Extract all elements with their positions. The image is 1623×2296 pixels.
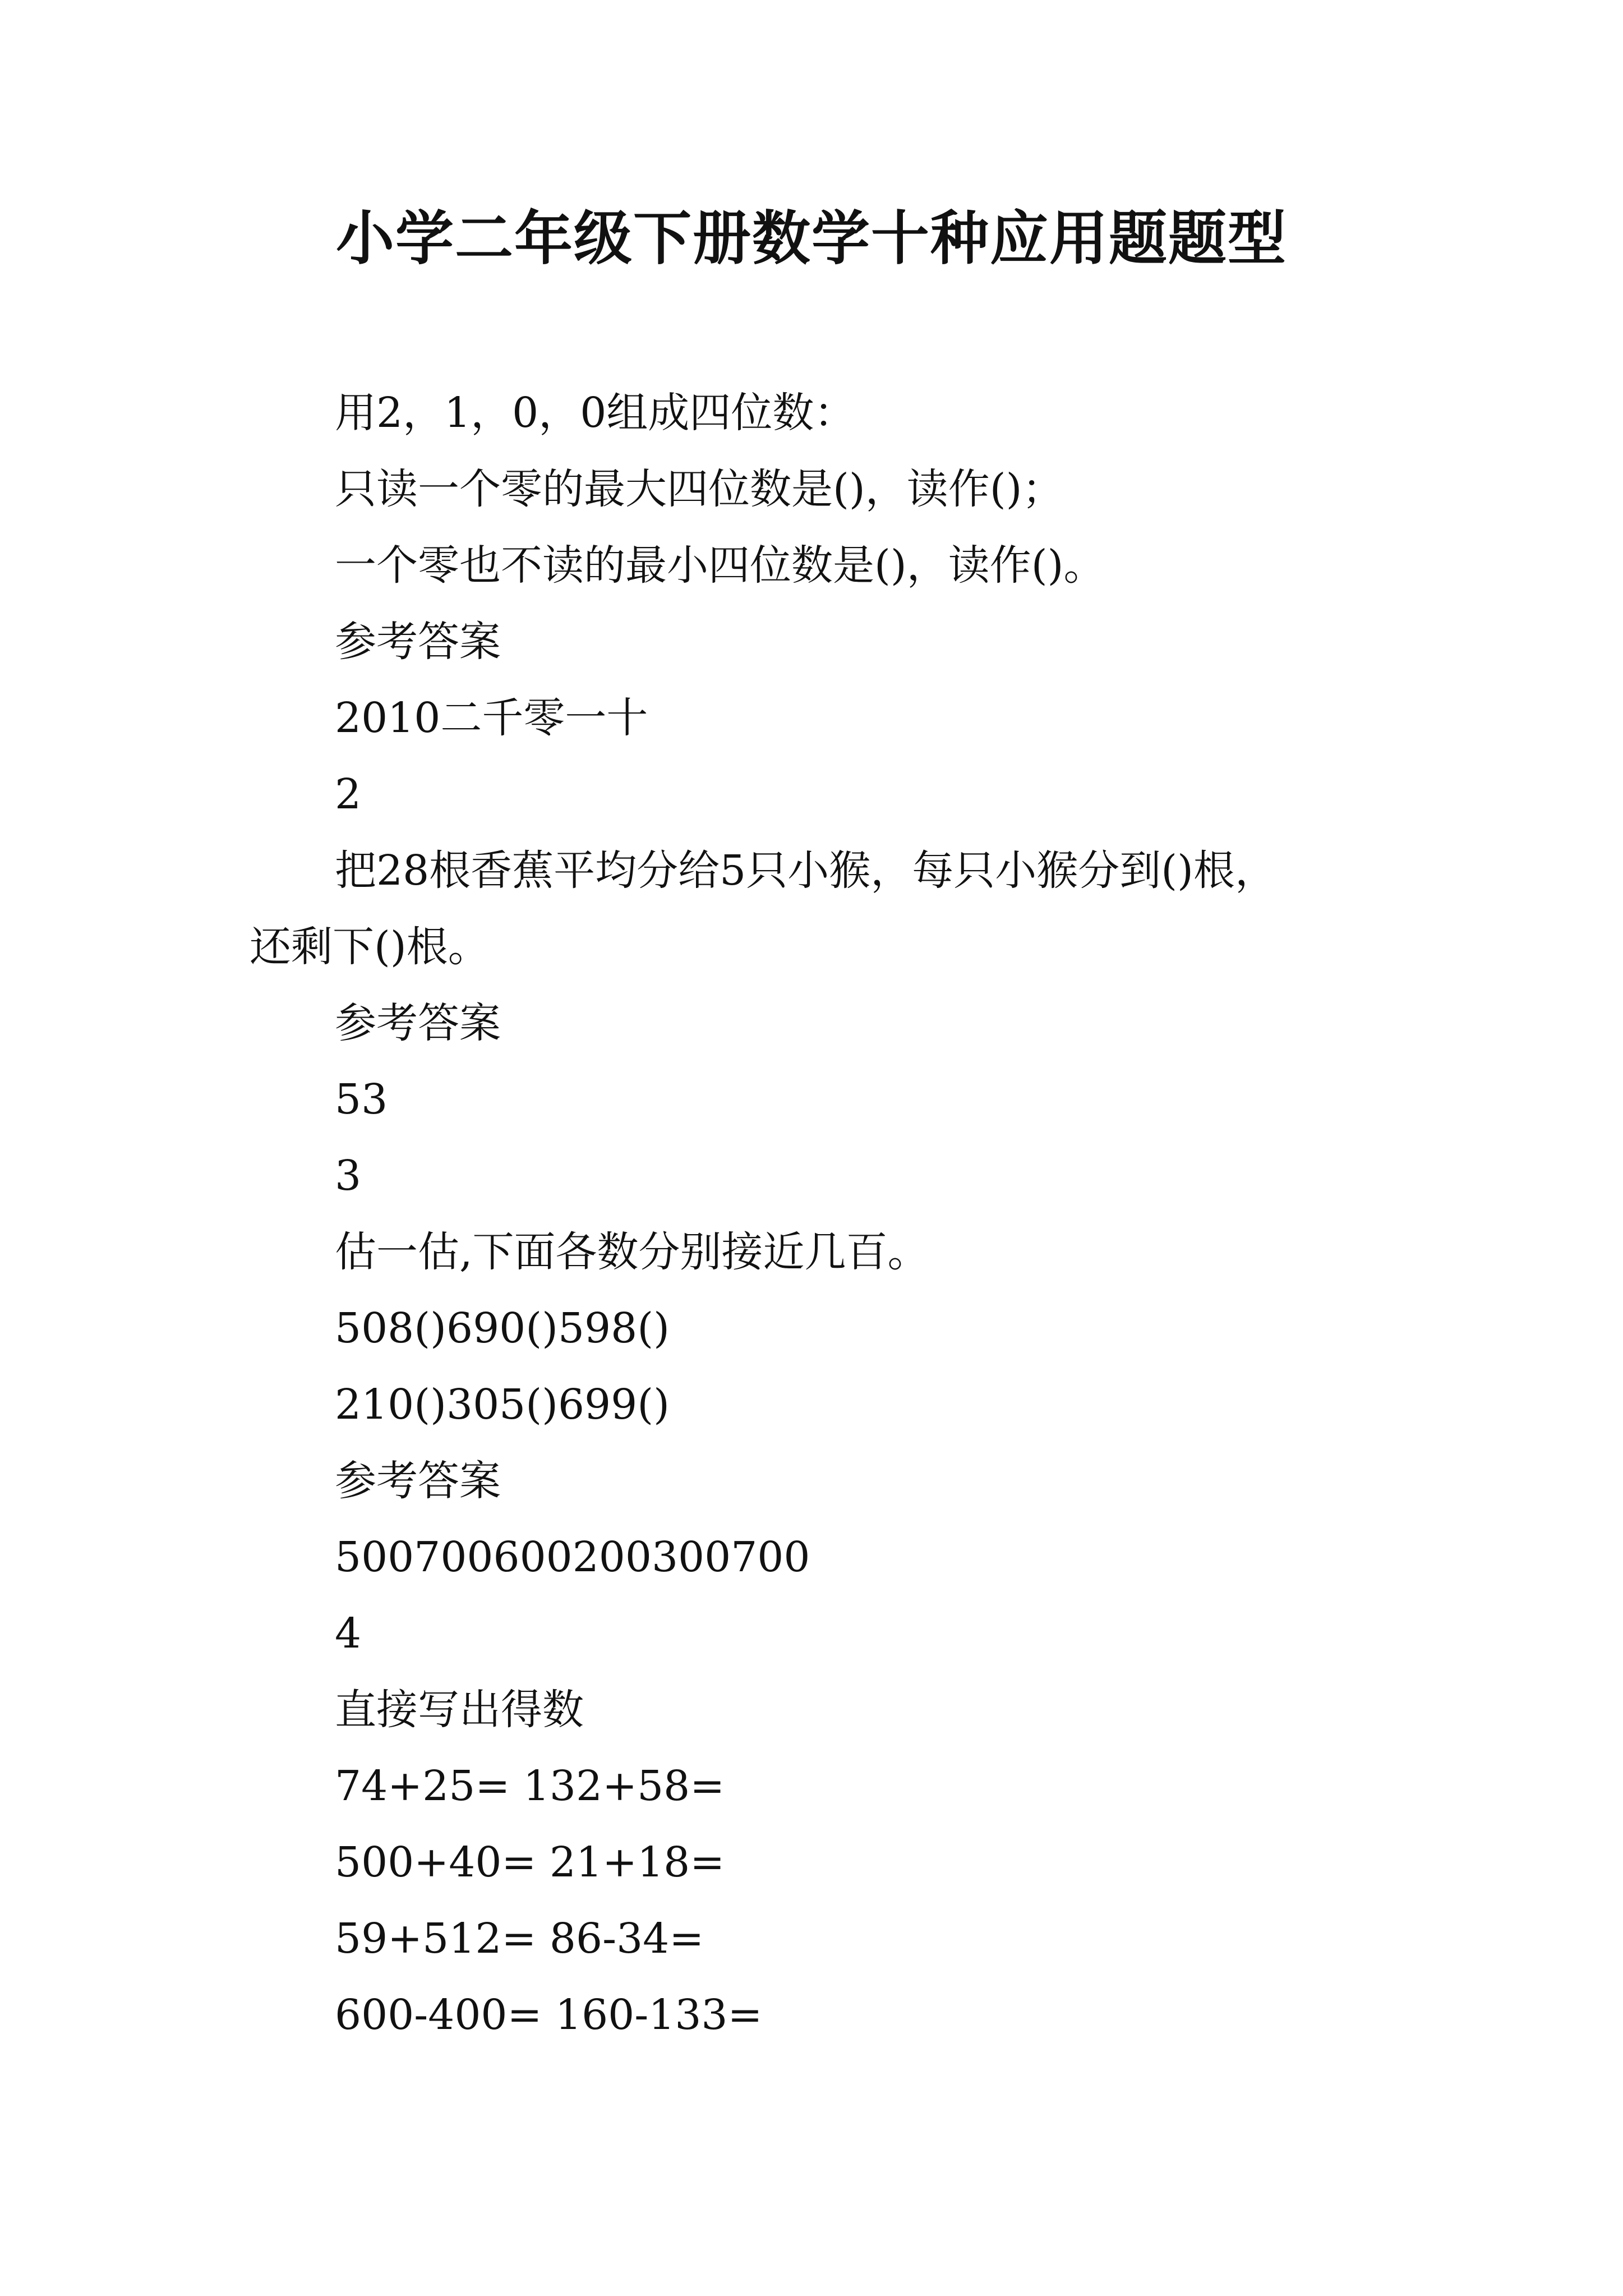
question-number: 3 [335, 1152, 362, 1200]
text-line: 用2，1，0，0组成四位数： [335, 389, 856, 437]
answer-heading: 参考答案 [335, 618, 501, 666]
text-line: 只读一个零的最大四位数是()，读作()； [335, 465, 1064, 513]
document-title: 小学二年级下册数学十种应用题题型 [335, 204, 1287, 273]
text-line: 74+25= 132+58= [335, 1762, 725, 1810]
question-number: 4 [335, 1609, 362, 1658]
answer-text: 500700600200300700 [335, 1533, 810, 1581]
text-line: 600-400= 160-133= [335, 1991, 763, 2039]
text-line: 59+512= 86-34= [335, 1915, 704, 1963]
text-line: 把28根香蕉平均分给5只小猴，每只小猴分到()根， [335, 846, 1276, 895]
text-line: 一个零也不读的最小四位数是()，读作()。 [335, 541, 1105, 590]
text-line: 直接写出得数 [335, 1686, 584, 1734]
answer-text: 53 [335, 1075, 388, 1124]
document-body [250, 375, 1377, 2053]
text-line-continued: 还剩下()根。 [250, 923, 490, 971]
text-line: 508()690()598() [335, 1304, 670, 1352]
answer-heading: 参考答案 [335, 1457, 501, 1505]
answer-text: 2010二千零一十 [335, 694, 648, 742]
text-line: 500+40= 21+18= [335, 1838, 725, 1887]
text-line: 估一估,下面各数分别接近几百。 [335, 1228, 929, 1276]
answer-heading: 参考答案 [335, 999, 501, 1047]
question-number: 2 [335, 770, 362, 818]
text-line: 210()305()699() [335, 1381, 670, 1429]
